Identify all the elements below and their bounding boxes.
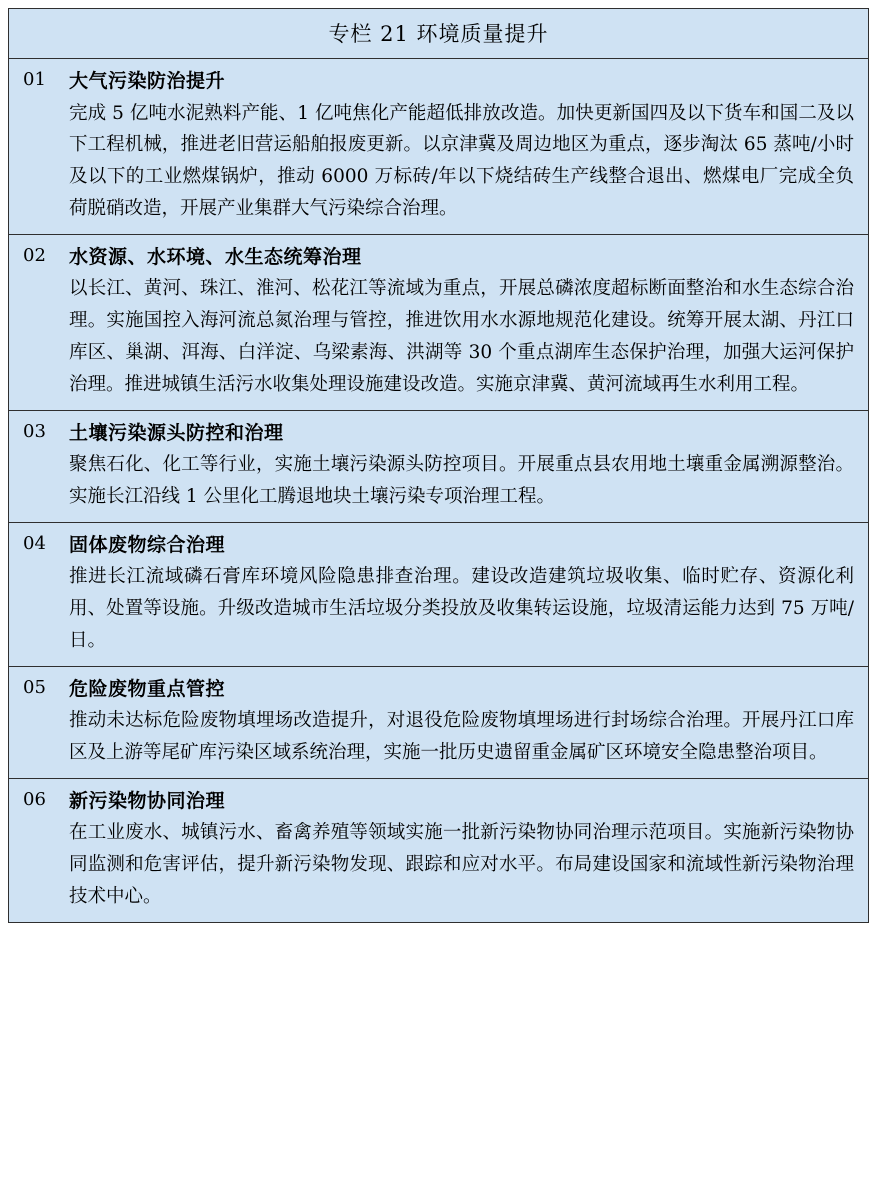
item-content bbox=[69, 675, 854, 769]
list-item bbox=[9, 667, 868, 779]
item-heading: 新污染物协同治理 bbox=[69, 789, 226, 812]
item-number: 04 bbox=[23, 532, 46, 554]
item-body: 完成 5 亿吨水泥熟料产能、1 亿吨焦化产能超低排放改造。加快更新国四及以下货车和国二及以下工程机械，推进老旧营运船舶报废更新。以京津冀及周边地区为重点，逐步淘汰 65 蒸吨/小时及以下的工业燃煤锅炉，推动 6000 万标砖/年以下烧结砖生产线整合退出、燃煤电厂完成全负荷脱硝改造，开展产业集群大气污染综合治理。 bbox=[69, 102, 854, 219]
page-title: 专栏 21 环境质量提升 bbox=[328, 22, 549, 46]
box-title-row bbox=[9, 9, 868, 59]
list-item bbox=[9, 235, 868, 411]
feature-box bbox=[8, 8, 869, 923]
item-content bbox=[69, 419, 854, 513]
item-number: 01 bbox=[23, 69, 46, 90]
item-heading: 危险废物重点管控 bbox=[69, 677, 226, 700]
item-heading: 水资源、水环境、水生态统筹治理 bbox=[69, 245, 362, 268]
list-item bbox=[9, 59, 868, 235]
item-body: 推动未达标危险废物填埋场改造提升，对退役危险废物填埋场进行封场综合治理。开展丹江口库区及上游等尾矿库污染区域系统治理，实施一批历史遗留重金属矿区环境安全隐患整治项目。 bbox=[69, 710, 854, 763]
item-heading: 土壤污染源头防控和治理 bbox=[69, 421, 284, 444]
list-item bbox=[9, 779, 868, 922]
item-content bbox=[69, 787, 854, 913]
item-content bbox=[69, 67, 854, 225]
item-content bbox=[69, 243, 854, 401]
item-body: 聚焦石化、化工等行业，实施土壤污染源头防控项目。开展重点县农用地土壤重金属溯源整治。实施长江沿线 1 公里化工腾退地块土壤污染专项治理工程。 bbox=[69, 454, 854, 507]
item-body: 推进长江流域磷石膏库环境风险隐患排查治理。建设改造建筑垃圾收集、临时贮存、资源化利用、处置等设施。升级改造城市生活垃圾分类投放及收集转运设施，垃圾清运能力达到 75 万吨/日。 bbox=[69, 566, 854, 651]
item-number: 05 bbox=[23, 676, 46, 698]
item-number: 03 bbox=[23, 420, 46, 442]
item-body: 在工业废水、城镇污水、畜禽养殖等领域实施一批新污染物协同治理示范项目。实施新污染物协同监测和危害评估，提升新污染物发现、跟踪和应对水平。布局建设国家和流域性新污染物治理技术中心。 bbox=[69, 822, 854, 907]
item-number: 06 bbox=[23, 788, 46, 810]
list-item bbox=[9, 411, 868, 523]
list-item bbox=[9, 523, 868, 667]
item-heading: 固体废物综合治理 bbox=[69, 533, 226, 556]
item-number: 02 bbox=[23, 244, 46, 266]
item-heading: 大气污染防治提升 bbox=[69, 70, 226, 92]
item-body: 以长江、黄河、珠江、淮河、松花江等流域为重点，开展总磷浓度超标断面整治和水生态综合治理。实施国控入海河流总氮治理与管控，推进饮用水水源地规范化建设。统筹开展太湖、丹江口库区、巢湖、洱海、白洋淀、乌梁素海、洪湖等 30 个重点湖库生态保护治理，加强大运河保护治理。推进城镇生活污水收集处理设施建设改造。实施京津冀、黄河流域再生水利用工程。 bbox=[69, 278, 854, 395]
item-content bbox=[69, 531, 854, 657]
